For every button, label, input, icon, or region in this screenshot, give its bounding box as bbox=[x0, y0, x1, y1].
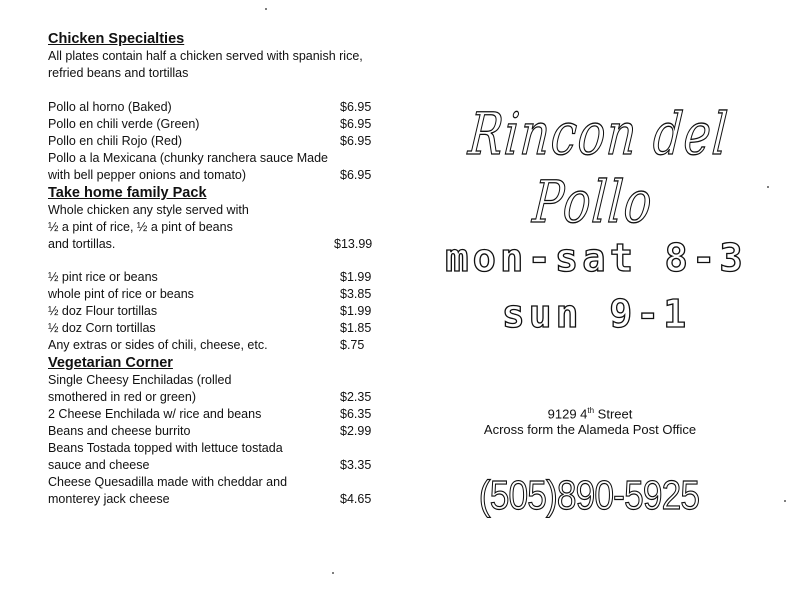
address-number: 9129 4 bbox=[547, 406, 588, 422]
address-note: Across form the Alameda Post Office bbox=[483, 422, 697, 437]
menu-item bbox=[48, 474, 388, 508]
item-price: $6.35 bbox=[340, 407, 372, 421]
item-price: $4.65 bbox=[340, 492, 372, 506]
info-column bbox=[400, 0, 792, 612]
item-name: Pollo al horno (Baked) bbox=[48, 100, 172, 114]
item-name: Whole chicken any style served with ½ a pint of rice, ½ a pint of beans and tortillas. bbox=[48, 203, 249, 251]
item-name: Cheese Quesadilla made with cheddar and monterey jack cheese bbox=[48, 475, 288, 506]
item-name: ½ doz Flour tortillas bbox=[48, 304, 158, 318]
item-name: Single Cheesy Enchiladas (rolled smothered in red or green) bbox=[48, 373, 232, 404]
item-price: $2.35 bbox=[340, 390, 372, 404]
item-price: $2.99 bbox=[340, 424, 372, 438]
vegetarian-heading: Vegetarian Corner bbox=[48, 355, 173, 371]
item-price: $6.95 bbox=[340, 117, 372, 131]
menu-item bbox=[48, 406, 388, 423]
address-street: Street bbox=[594, 406, 633, 422]
scan-speck bbox=[265, 8, 267, 10]
phone-number: (505)890-5925 bbox=[478, 472, 700, 518]
item-name: Beans and cheese burrito bbox=[48, 424, 191, 438]
menu-item bbox=[48, 99, 388, 116]
menu-column bbox=[48, 30, 388, 508]
family-pack-heading: Take home family Pack bbox=[48, 185, 207, 201]
address-suffix: th bbox=[587, 406, 595, 415]
item-name: whole pint of rice or beans bbox=[48, 287, 194, 301]
sunday-hours: sun 9-1 bbox=[501, 292, 691, 336]
item-price: $1.85 bbox=[340, 321, 372, 335]
item-price: $6.95 bbox=[340, 134, 372, 148]
menu-item bbox=[48, 116, 388, 133]
item-price: $1.99 bbox=[340, 270, 372, 284]
item-name: ½ pint rice or beans bbox=[48, 270, 158, 284]
item-price: $1.99 bbox=[340, 304, 372, 318]
item-price: $3.35 bbox=[340, 458, 372, 472]
menu-item bbox=[48, 372, 388, 406]
item-price: $6.95 bbox=[340, 168, 372, 182]
scan-speck bbox=[767, 186, 769, 188]
item-price: $3.85 bbox=[340, 287, 372, 301]
chicken-heading: Chicken Specialties bbox=[48, 31, 185, 47]
menu-item bbox=[48, 269, 388, 286]
item-name: Beans Tostada topped with lettuce tostada sauce and cheese bbox=[48, 441, 283, 472]
item-name: Pollo a la Mexicana (chunky ranchera sauce Made with bell pepper onions and tomato) bbox=[48, 151, 329, 182]
menu-item bbox=[48, 423, 388, 440]
restaurant-name: Rincon del Pollo bbox=[466, 100, 732, 236]
menu-item bbox=[48, 440, 388, 474]
menu-item bbox=[48, 320, 388, 337]
item-name: Pollo en chili verde (Green) bbox=[48, 117, 200, 131]
chicken-intro: All plates contain half a chicken served with spanish rice, refried beans and tortillas bbox=[48, 49, 363, 80]
item-name: 2 Cheese Enchilada w/ rice and beans bbox=[48, 407, 262, 421]
menu-item bbox=[48, 303, 388, 320]
menu-item bbox=[48, 133, 388, 150]
item-price: $13.99 bbox=[334, 237, 373, 251]
item-name: Pollo en chili Rojo (Red) bbox=[48, 134, 183, 148]
scan-speck bbox=[784, 500, 786, 502]
weekday-hours: mon-sat 8-3 bbox=[445, 236, 747, 280]
item-price: $.75 bbox=[340, 338, 365, 352]
item-price: $6.95 bbox=[340, 100, 372, 114]
menu-item bbox=[48, 286, 388, 303]
item-name: Any extras or sides of chili, cheese, etc. bbox=[48, 338, 268, 352]
menu-item bbox=[48, 202, 388, 253]
item-name: ½ doz Corn tortillas bbox=[48, 321, 156, 335]
scan-speck bbox=[332, 572, 334, 574]
menu-item bbox=[48, 150, 388, 184]
menu-item bbox=[48, 337, 388, 354]
